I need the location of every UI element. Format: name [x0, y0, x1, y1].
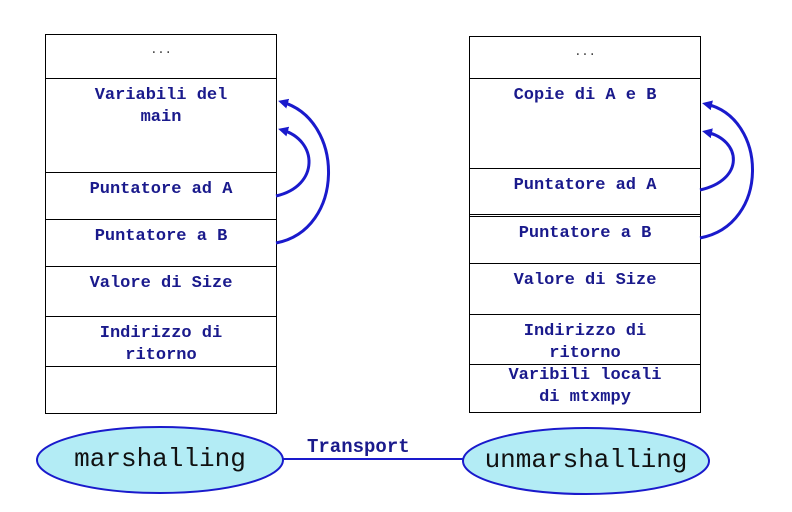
left-stack-return-address: Indirizzo di ritorno — [46, 316, 276, 366]
marshalling-label: marshalling — [74, 444, 246, 474]
right-stack-top-ellipsis: ... — [470, 36, 700, 78]
left-stack-pointer-b: Puntatore a B — [46, 219, 276, 266]
right-stack-pointer-b: Puntatore a B — [469, 216, 701, 264]
left-stack-top-ellipsis: ... — [46, 34, 276, 78]
transport-label: Transport — [307, 436, 410, 458]
right-arrow-pointer-b — [700, 104, 753, 238]
left-stack-pointer-a: Puntatore ad A — [46, 172, 276, 219]
left-arrow-pointer-b — [276, 102, 329, 243]
left-stack-size-value: Valore di Size — [46, 266, 276, 316]
right-stack-copies-ab: Copie di A e B — [470, 78, 700, 168]
unmarshalling-label: unmarshalling — [484, 445, 688, 475]
right-stack-return-address: Indirizzo di ritorno — [470, 314, 700, 364]
right-stack-size-value: Valore di Size — [513, 271, 657, 290]
left-stack-main-variables: Variabili del main — [46, 78, 276, 172]
left-arrow-pointer-a — [276, 130, 309, 196]
right-stack-pointer-a: Puntatore ad A — [469, 168, 701, 215]
right-arrow-pointer-a — [700, 132, 733, 190]
right-stack-local-variables: Varibili locali di mtxmpy — [470, 364, 700, 413]
